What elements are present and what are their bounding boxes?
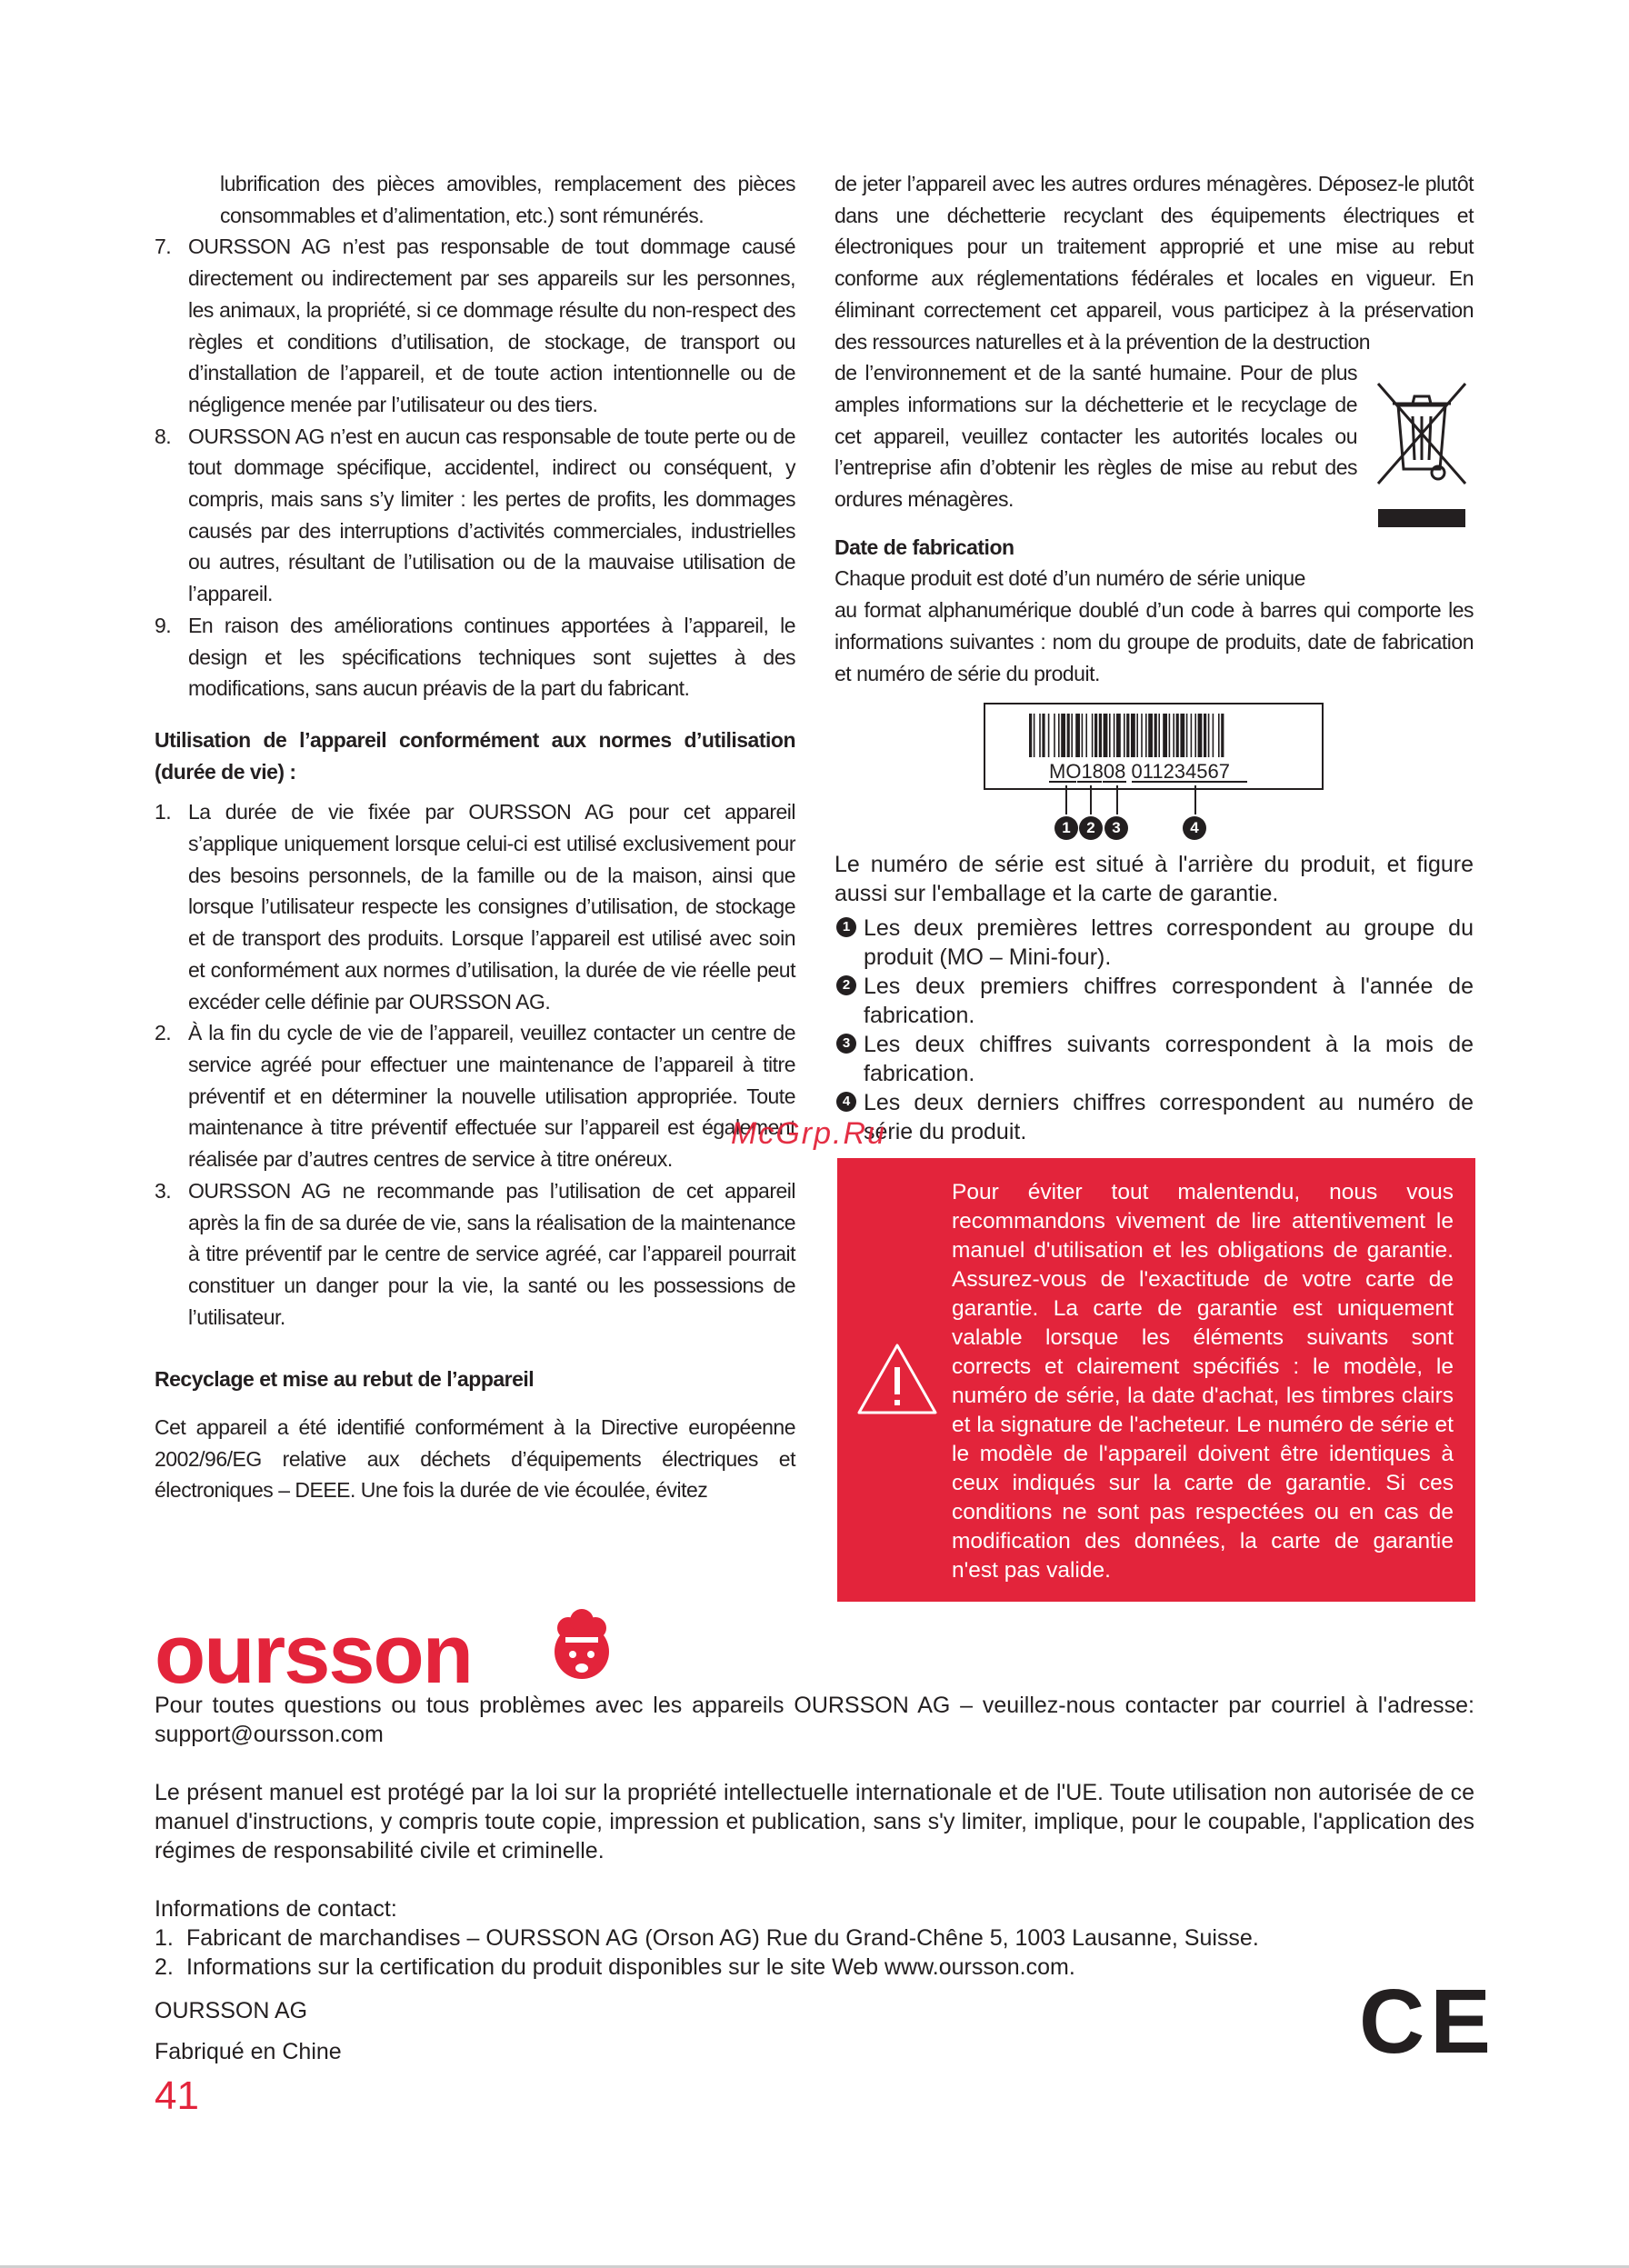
- barcode-bar: [1131, 714, 1135, 757]
- barcode-bar: [1154, 714, 1157, 757]
- barcode-bar: [1218, 714, 1220, 757]
- serial-list: [834, 914, 1474, 1146]
- barcode-bar: [1186, 714, 1188, 757]
- barcode-bar: [1109, 714, 1111, 757]
- left-column: [155, 168, 795, 1506]
- list-item: [834, 1030, 1474, 1088]
- oursson-logo: [155, 1604, 609, 1701]
- barcode-bar: [1148, 714, 1153, 757]
- recycle-text: Cet appareil a été identifié conformément à la Directive européenne 2002/96/EG relative aux déchets d’équipements électriques et électroniques – DEEE. Une fois la durée de vie écoulée, évitez: [155, 1415, 795, 1503]
- barcode-bar: [1042, 714, 1044, 757]
- barcode-bar: [1158, 714, 1160, 757]
- callout-2: 2: [1079, 816, 1103, 840]
- date-text-2: au format alphanumérique doublé d’un code à barres qui comporte les informations suivantes : nom du groupe de produits, date de fabrication et numéro de série du produit.: [834, 598, 1474, 685]
- barcode-icon: [984, 703, 1324, 790]
- barcode-bar: [1029, 714, 1032, 757]
- item-text: Informations sur la certification du produit disponibles sur le site Web www.oursson.com.: [186, 1954, 1075, 1980]
- barcode-bar: [1058, 714, 1060, 757]
- ce-mark-icon: [1359, 1971, 1496, 2073]
- list-item: [155, 421, 795, 610]
- warning-icon: [854, 1340, 941, 1418]
- contact-list: [155, 1923, 1474, 1982]
- barcode-bar: [1221, 714, 1224, 757]
- serial-explanation: [834, 850, 1474, 1146]
- item-text: OURSSON AG ne recommande pas l’utilisation de cet appareil après la fin de sa durée de vie, sans la réalisation de la maintenance à titre préventif par le centre de service agréé, car l’appareil pourrait constituer un danger pour la vie, la santé ou les possessions de l’utilisateur.: [188, 1178, 795, 1329]
- made-in: Fabriqué en Chine: [155, 2039, 342, 2064]
- barcode-bar: [1094, 714, 1097, 757]
- item-number: 1.: [155, 1925, 174, 1951]
- barcode-bar: [1082, 714, 1084, 757]
- barcode-bar: [1075, 714, 1080, 757]
- warning-box: [837, 1158, 1475, 1602]
- recycle-continuation: de jeter l’appareil avec les autres ordures ménagères. Déposez-le plutôt dans une déchetterie recyclant des équipements électriques et électroniques pour un traitement approprié et une mise au rebut conforme aux réglementations fédérales et locales en vigueur. En éliminant correctement cet appareil, vous participez à la préservation des ressources naturelles et à la prévention de la destruction: [834, 172, 1474, 354]
- list-item: [155, 1175, 795, 1334]
- item-number: 7.: [155, 235, 172, 259]
- barcode-bar: [1141, 714, 1143, 757]
- barcode-bar: [1173, 714, 1174, 757]
- list-item: [155, 1017, 795, 1175]
- list-item: [834, 972, 1474, 1030]
- barcode-bar: [1163, 714, 1167, 757]
- barcode-bar: [1067, 714, 1070, 757]
- barcode-bar: [1061, 714, 1065, 757]
- recycle-heading: Recyclage et mise au rebut de l’appareil: [155, 1367, 535, 1392]
- barcode-bar: [1145, 714, 1147, 757]
- callout-1: 1: [1054, 816, 1078, 840]
- usage-heading: Utilisation de l’appareil conformément aux normes d’utilisation (durée de vie) :: [155, 727, 795, 784]
- barcode-bar: [1204, 714, 1206, 757]
- barcode-bar: [1180, 714, 1184, 757]
- barcode-bar: [1092, 714, 1094, 757]
- list-item: [155, 1953, 1474, 1982]
- item-text: En raison des améliorations continues apportées à l’appareil, le design et les spécifications techniques sont sujettes à des modifications, sans aucun préavis de la part du fabricant.: [188, 613, 795, 701]
- warning-text: Pour éviter tout malentendu, nous vous recommandons vivement de lire attentivement le manuel d'utilisation et les obligations de garantie. Assurez-vous de l'exactitude de votre carte de garantie. La carte de garantie est uniquement valable lorsque les éléments suivants sont corrects et clairement spécifiés : le modèle, le numéro de série, la date d'achat, les timbres clairs et la signature de l'acheteur. Le numéro de série et le modèle de l'appareil doivent être identiques à ceux indiqués sur la carte de garantie. Si ces conditions ne sont pas respectées ou en cas de modification des données, la carte de garantie n'est pas valide.: [952, 1180, 1454, 1583]
- barcode-bar: [1034, 714, 1035, 757]
- weee-bin-icon: [1373, 378, 1471, 531]
- list-item: [155, 231, 795, 420]
- barcode-bar: [1126, 714, 1129, 757]
- item-number: 2.: [155, 1954, 174, 1980]
- list-item: [155, 796, 795, 1017]
- watermark: McGrp.Ru: [731, 1116, 886, 1151]
- barcode-bar: [1085, 714, 1087, 757]
- barcode-bar: [1071, 714, 1073, 757]
- serial-intro: Le numéro de série est situé à l'arrière du produit, et figure aussi sur l'emballage et la carte de garantie.: [834, 852, 1474, 906]
- date-text-1: Chaque produit est doté d’un numéro de série unique: [834, 566, 1305, 591]
- item-text: OURSSON AG n’est en aucun cas responsable de toute perte ou de tout dommage spécifique, accidentel, indirect ou conséquent, y compris, mais sans s’y limiter : les pertes de profits, les dommages causés par des interruptions d’activités commerciales, industrielles ou autres, résultant de l’utilisation ou de la mauvaise utilisation de l’appareil.: [188, 424, 795, 606]
- list-item: [834, 914, 1474, 972]
- usage-list: [155, 796, 795, 1333]
- company-name: OURSSON AG: [155, 1998, 308, 2023]
- ce-mark-text: CE: [1359, 1971, 1496, 2073]
- barcode-bar: [1213, 714, 1214, 757]
- warranty-list: [155, 231, 795, 704]
- barcode-bar: [1169, 714, 1171, 757]
- logo-text: oursson: [155, 1608, 472, 1701]
- barcode-bar: [1198, 714, 1203, 757]
- barcode-bar: [1136, 714, 1138, 757]
- list-item: [155, 1923, 1474, 1953]
- item-text: La durée de vie fixée par OURSSON AG pour cet appareil s’applique uniquement lorsque celui-ci est utilisé exclusivement pour des besoins personnels, de la famille ou de la maison, ainsi que lorsque l’utilisateur respecte les consignes d’utilisation, de stockage et de transport des produits. Lorsque l’appareil est utilisé avec soin et conformément aux normes d’utilisation, la durée de vie réelle peut excéder celle définie par OURSSON AG.: [188, 800, 795, 1014]
- callout-3: 3: [1104, 816, 1128, 840]
- warranty-continuation: lubrification des pièces amovibles, remplacement des pièces consommables et d’alimentation, etc.) sont rémunérés.: [220, 172, 795, 227]
- barcode-bar: [1176, 714, 1179, 757]
- barcode-number: MO1808 011234567: [1049, 760, 1230, 783]
- date-heading: Date de fabrication: [834, 535, 1014, 559]
- item-number: 1.: [155, 800, 172, 824]
- barcode-bar: [1099, 714, 1102, 757]
- barcode-bar: [1039, 714, 1041, 757]
- item-text: Les deux derniers chiffres correspondent au numéro de série du produit.: [864, 1090, 1474, 1144]
- item-text: OURSSON AG n’est pas responsable de tout dommage causé directement ou indirectement par ses appareils sur les personnes, les animaux, la propriété, si ce dommage résulte du non-respect des règles et conditions d’utilisation, de stockage, de transport ou d’installation de l’appareil, et de toute action intentionnelle ou de négligence menée par l’utilisateur ou des tiers.: [188, 235, 795, 416]
- list-item: [155, 610, 795, 704]
- contact-info: [155, 1894, 1474, 1982]
- barcode-bar: [1124, 714, 1125, 757]
- bullet-number: 2: [836, 975, 856, 995]
- barcode-bar: [1208, 714, 1210, 757]
- bullet-number: 3: [836, 1034, 856, 1054]
- bullet-number: 1: [836, 917, 856, 937]
- item-number: 2.: [155, 1021, 172, 1045]
- item-number: 8.: [155, 424, 172, 448]
- barcode-bar: [1114, 714, 1115, 757]
- recycle-continuation-2: de l’environnement et de la santé humaine. Pour de plus amples informations sur la déchetterie et le recyclage de cet appareil, veuillez contacter les autorités locales ou l’entreprise afin d’obtenir les règles de mise au rebut des ordures ménagères.: [834, 361, 1357, 512]
- barcode-bar: [1191, 714, 1193, 757]
- barcode-bar: [1054, 714, 1055, 757]
- contact-email-text: Pour toutes questions ou tous problèmes avec les appareils OURSSON AG – veuillez-nous contacter par courriel à l'adresse: support@oursson.com: [155, 1693, 1474, 1747]
- contact-heading: Informations de contact:: [155, 1896, 397, 1922]
- page-number: 41: [155, 2073, 199, 2118]
- callout-4: 4: [1183, 816, 1206, 840]
- barcode-bar: [1194, 714, 1196, 757]
- item-number: 9.: [155, 613, 172, 637]
- barcode-bar: [1104, 714, 1108, 757]
- item-text: Fabricant de marchandises – OURSSON AG (Orson AG) Rue du Grand-Chêne 5, 1003 Lausanne, Suisse.: [186, 1925, 1259, 1951]
- serial-connectors: [1036, 782, 1236, 818]
- item-text: À la fin du cycle de vie de l’appareil, veuillez contacter un centre de service agréé pour effectuer une maintenance de l’appareil à titre préventif et en déterminer la nouvelle utilisation appropriée. Toute maintenance à titre préventif effectuée sur l’appareil est également réalisée par d’autres centres de service à titre onéreux.: [188, 1021, 795, 1172]
- bullet-number: 4: [836, 1092, 856, 1112]
- item-text: Les deux chiffres suivants correspondent à la mois de fabrication.: [864, 1032, 1474, 1086]
- item-text: Les deux premiers chiffres correspondent à l'année de fabrication.: [864, 974, 1474, 1028]
- list-item: [834, 1088, 1474, 1146]
- barcode-bar: [1116, 714, 1121, 757]
- legal-notice: Le présent manuel est protégé par la loi sur la propriété intellectuelle internationale et de l'UE. Toute utilisation non autorisée de ce manuel d'instructions, y compris toute copie, impression et publication, sans s'y limiter, implique, pour le coupable, l'application des régimes de responsabilité civile et criminelle.: [155, 1780, 1474, 1863]
- item-text: Les deux premières lettres correspondent au groupe du produit (MO – Mini-four).: [864, 915, 1474, 970]
- item-number: 3.: [155, 1178, 172, 1203]
- barcode-bar: [1048, 714, 1050, 757]
